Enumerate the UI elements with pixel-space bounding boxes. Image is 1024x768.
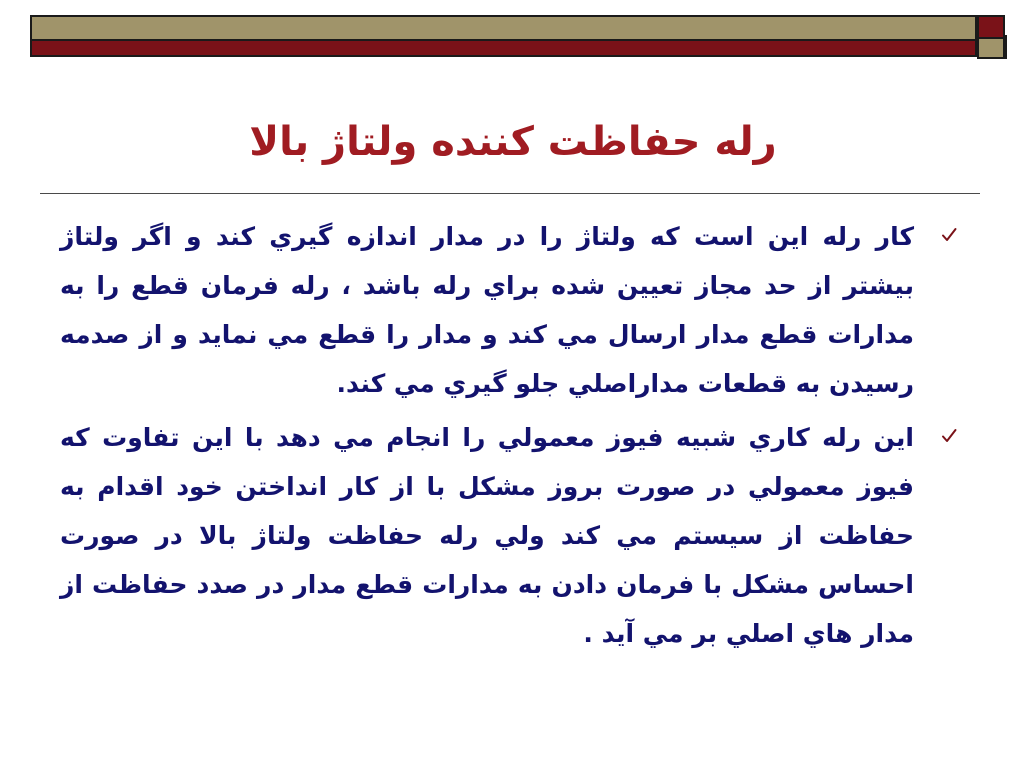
bullet-text: كار رله اين است كه ولتاژ را در مدار اندازه گيري كند و اگر ولتاژ بيشتر از حد مجاز تعيين شده براي رله باشد ، رله فرمان قطع را به مدارات قطع مدار ارسال مي كند و مدار را قطع مي نمايد و از صدمه رسيدن به قطعات مداراصلي جلو گيري مي كند. (60, 222, 914, 398)
checkmark-icon (940, 226, 958, 244)
banner-edge-line (1005, 35, 1007, 59)
banner-square-top (977, 15, 1005, 39)
bullet-item (60, 212, 968, 408)
banner-square-bottom (977, 37, 1005, 59)
banner-bar (30, 15, 977, 57)
bullet-item (60, 413, 968, 658)
title-divider (40, 193, 980, 194)
checkmark-icon (940, 427, 958, 445)
bullet-text: اين رله كاري شبيه فيوز معمولي را انجام مي دهد با اين تفاوت كه فيوز معمولي در صورت بروز مشكل با از كار انداختن خود اقدام به حفاظت از سيستم مي كند ولي رله حفاظت ولتاژ بالا در صورت احساس مشكل با فرمان دادن به مدارات قطع مدار در صدد حفاظت از مدار هاي اصلي بر مي آيد . (60, 423, 914, 648)
slide-title: رله حفاظت كننده ولتاژ بالا (249, 119, 777, 165)
header-banner (30, 15, 1005, 60)
bullet-list (60, 212, 968, 663)
